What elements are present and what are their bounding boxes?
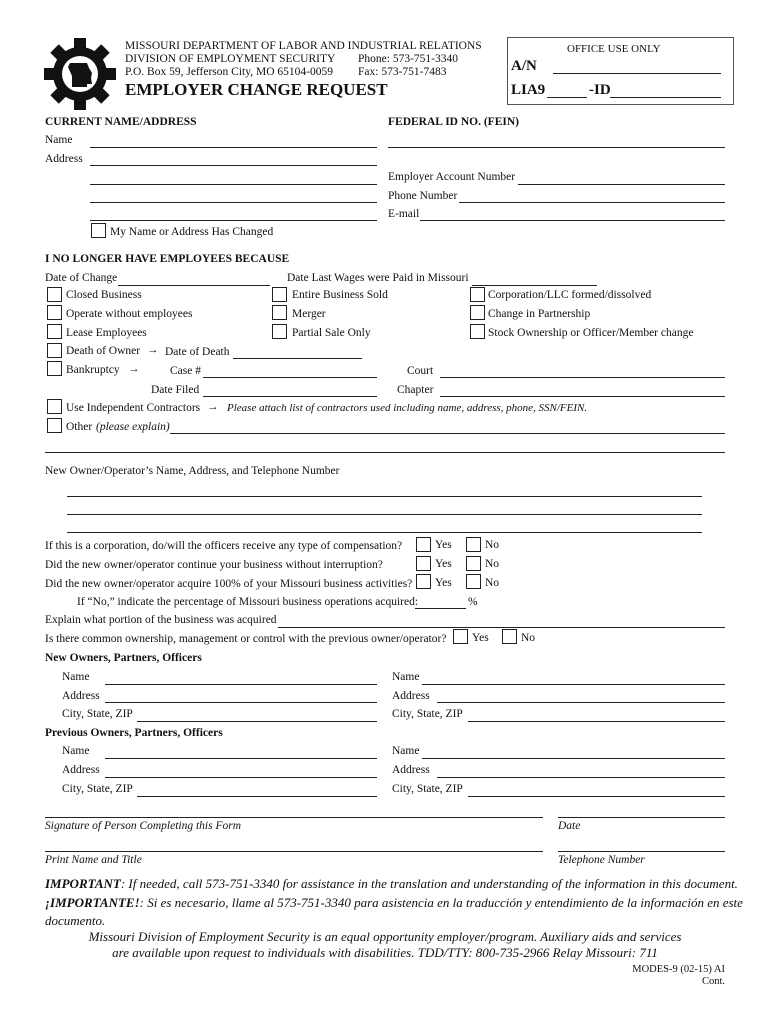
city-label: City, State, ZIP: [62, 708, 133, 720]
city-label: City, State, ZIP: [392, 708, 463, 720]
corporation-checkbox[interactable]: [470, 287, 485, 302]
new-owner-label: New Owner/Operator’s Name, Address, and Telephone Number: [45, 465, 340, 477]
date-wages-label: Date Last Wages were Paid in Missouri: [287, 272, 469, 284]
merger-checkbox[interactable]: [272, 305, 287, 320]
address-label: Address: [392, 764, 430, 776]
city-label: City, State, ZIP: [62, 783, 133, 795]
new-owner-name-2[interactable]: [422, 684, 725, 685]
date-change-label: Date of Change: [45, 272, 118, 284]
date-label: Date: [558, 820, 581, 832]
address-field-3[interactable]: [90, 202, 377, 203]
address-label: Address: [392, 690, 430, 702]
arrow-icon: →: [207, 401, 219, 413]
court-label: Court: [407, 365, 434, 377]
option-label: Merger: [292, 308, 326, 320]
important-note: [45, 876, 738, 892]
email-label: E-mail: [388, 208, 420, 220]
entire-business-sold-checkbox[interactable]: [272, 287, 287, 302]
bankruptcy-label: Bankruptcy: [66, 364, 120, 376]
fax-number: Fax: 573-751-7483: [358, 66, 447, 78]
name-changed-checkbox[interactable]: [91, 223, 106, 238]
name-changed-label: My Name or Address Has Changed: [110, 226, 274, 238]
prev-owner-address-1[interactable]: [105, 777, 377, 778]
address-label: Address: [62, 764, 100, 776]
chapter-label: Chapter: [397, 384, 434, 396]
prev-owner-address-2[interactable]: [437, 777, 725, 778]
important-es-label: ¡IMPORTANTE!: [45, 895, 140, 910]
option-label: Stock Ownership or Officer/Member change: [488, 327, 694, 339]
prev-owners-heading: Previous Owners, Partners, Officers: [45, 727, 223, 739]
question-compensation: If this is a corporation, do/will the officers receive any type of compensation?: [45, 540, 403, 552]
signature-label: Signature of Person Completing this Form: [45, 820, 242, 832]
continued-label: Cont.: [701, 976, 725, 987]
explain-field[interactable]: [278, 627, 725, 628]
compensation-no-checkbox[interactable]: [466, 537, 481, 552]
closed-business-checkbox[interactable]: [47, 287, 62, 302]
arrow-icon: →: [147, 344, 159, 356]
percent-sign: %: [468, 596, 478, 608]
an-label: A/N: [511, 58, 537, 74]
date-filed-label: Date Filed: [151, 384, 200, 396]
important-es-note: [45, 895, 743, 911]
new-owner-city-2[interactable]: [468, 721, 725, 722]
prev-owner-city-1[interactable]: [137, 796, 377, 797]
print-name-label: Print Name and Title: [45, 854, 142, 866]
division-name: DIVISION OF EMPLOYMENT SECURITY: [125, 53, 336, 65]
new-owner-field-3[interactable]: [67, 532, 702, 533]
account-label: Employer Account Number: [388, 171, 516, 183]
yes-label: Yes: [435, 539, 452, 551]
print-name-field[interactable]: [45, 851, 543, 852]
address-field-2[interactable]: [90, 184, 377, 185]
date-death-field[interactable]: [233, 358, 362, 359]
page-title: EMPLOYER CHANGE REQUEST: [125, 80, 388, 99]
date-field[interactable]: [558, 817, 725, 818]
other-note: (please explain): [96, 421, 170, 433]
current-heading: CURRENT NAME/ADDRESS: [45, 116, 197, 128]
signature-field[interactable]: [45, 817, 543, 818]
question-acquire: Did the new owner/operator acquire 100% of your Missouri business activities?: [45, 578, 413, 590]
change-partnership-checkbox[interactable]: [470, 305, 485, 320]
option-label: Closed Business: [66, 289, 142, 301]
prev-owner-name-2[interactable]: [422, 758, 725, 759]
new-owner-name-1[interactable]: [105, 684, 377, 685]
address-field-1[interactable]: [90, 165, 377, 166]
option-label: Partial Sale Only: [292, 327, 371, 339]
name-label: Name: [62, 745, 90, 757]
dept-name: MISSOURI DEPARTMENT OF LABOR AND INDUSTRIAL RELATIONS: [125, 40, 482, 52]
email-field[interactable]: [420, 220, 725, 221]
phone-field[interactable]: [459, 202, 725, 203]
percent-field[interactable]: [415, 608, 466, 609]
no-label: No: [485, 558, 500, 570]
explain-question: Explain what portion of the business was acquired: [45, 614, 277, 626]
eo-statement-2: are available upon request to individuals with disabilities. TDD/TTY: 800-735-2966 Relay Missouri: 711: [112, 945, 658, 960]
case-label: Case #: [170, 365, 201, 377]
operate-without-employees-checkbox[interactable]: [47, 305, 62, 320]
telephone-field[interactable]: [558, 851, 725, 852]
bankruptcy-checkbox[interactable]: [47, 361, 62, 376]
new-owner-address-2[interactable]: [437, 702, 725, 703]
form-number: MODES-9 (02-15) AI: [632, 964, 725, 975]
telephone-label: Telephone Number: [558, 854, 645, 866]
no-label: No: [485, 539, 500, 551]
partial-sale-checkbox[interactable]: [272, 324, 287, 339]
contractors-label: Use Independent Contractors: [66, 402, 201, 414]
other-checkbox[interactable]: [47, 418, 62, 433]
no-label: No: [485, 577, 500, 589]
death-owner-label: Death of Owner: [66, 345, 141, 357]
no-label: No: [521, 632, 536, 644]
date-change-field[interactable]: [118, 285, 270, 286]
name-field[interactable]: [90, 147, 377, 148]
eo-statement-1: Missouri Division of Employment Security is an equal opportunity employer/program. Auxiliary aids and services: [88, 929, 682, 944]
date-filed-field[interactable]: [203, 396, 377, 397]
case-field[interactable]: [203, 377, 377, 378]
court-field[interactable]: [440, 377, 725, 378]
no-employees-heading: I NO LONGER HAVE EMPLOYEES BECAUSE: [45, 253, 290, 265]
chapter-field[interactable]: [440, 396, 725, 397]
fein-field[interactable]: [388, 147, 725, 148]
new-owner-field-2[interactable]: [67, 514, 702, 515]
yes-label: Yes: [472, 632, 489, 644]
address-label: Address: [45, 153, 83, 165]
compensation-yes-checkbox[interactable]: [416, 537, 431, 552]
date-wages-field[interactable]: [472, 285, 597, 286]
lia-field[interactable]: [547, 97, 587, 98]
phone-number: Phone: 573-751-3340: [358, 53, 458, 65]
important-text: : If needed, call 573-751-3340 for assistance in the translation and understanding of the information in this document.: [120, 876, 738, 891]
option-label: Lease Employees: [66, 327, 147, 339]
interruption-yes-checkbox[interactable]: [416, 556, 431, 571]
common-ownership-question: Is there common ownership, management or control with the previous owner/operator?: [45, 633, 447, 645]
new-owner-field-1[interactable]: [67, 496, 702, 497]
new-owner-address-1[interactable]: [105, 702, 377, 703]
contractors-note: Please attach list of contractors used including name, address, phone, SSN/FEIN.: [227, 402, 588, 414]
important-es-text: : Si es necesario, llame al 573-751-3340 para asistencia en la traducción y entendimiento de la información en este: [139, 895, 743, 910]
option-label: Entire Business Sold: [292, 289, 388, 301]
other-label: Other: [66, 421, 93, 433]
acquire-no-checkbox[interactable]: [466, 574, 481, 589]
name-label: Name: [62, 671, 90, 683]
option-label: Corporation/LLC formed/dissolved: [488, 289, 652, 301]
other-field[interactable]: [170, 433, 725, 434]
address-label: Address: [62, 690, 100, 702]
common-no-checkbox[interactable]: [502, 629, 517, 644]
address-field-4[interactable]: [90, 220, 377, 221]
id-field[interactable]: [610, 97, 721, 98]
other-field-2[interactable]: [45, 452, 725, 453]
lia-label: LIA9: [511, 82, 546, 98]
interruption-no-checkbox[interactable]: [466, 556, 481, 571]
an-field[interactable]: [553, 73, 721, 74]
new-owner-city-1[interactable]: [137, 721, 377, 722]
stock-ownership-checkbox[interactable]: [470, 324, 485, 339]
mailing-address: P.O. Box 59, Jefferson City, MO 65104-0059: [125, 66, 333, 78]
common-yes-checkbox[interactable]: [453, 629, 468, 644]
date-death-label: Date of Death: [165, 346, 230, 358]
question-interruption: Did the new owner/operator continue your business without interruption?: [45, 559, 383, 571]
yes-label: Yes: [435, 577, 452, 589]
important-label: IMPORTANT: [45, 876, 121, 891]
phone-label: Phone Number: [388, 190, 458, 202]
acquire-yes-checkbox[interactable]: [416, 574, 431, 589]
option-label: Operate without employees: [66, 308, 193, 320]
name-label: Name: [392, 745, 420, 757]
prev-owner-name-1[interactable]: [105, 758, 377, 759]
option-label: Change in Partnership: [488, 308, 591, 320]
id-label: -ID: [589, 82, 611, 98]
lease-employees-checkbox[interactable]: [47, 324, 62, 339]
account-field[interactable]: [518, 184, 725, 185]
death-owner-checkbox[interactable]: [47, 343, 62, 358]
name-label: Name: [45, 134, 73, 146]
office-use-heading: OFFICE USE ONLY: [567, 43, 661, 55]
name-label: Name: [392, 671, 420, 683]
important-es-text-2: documento.: [45, 913, 106, 928]
yes-label: Yes: [435, 558, 452, 570]
arrow-icon: →: [128, 363, 140, 375]
new-owners-heading: New Owners, Partners, Officers: [45, 652, 202, 664]
fein-heading: FEDERAL ID NO. (FEIN): [388, 116, 519, 128]
prev-owner-city-2[interactable]: [468, 796, 725, 797]
missouri-gear-logo: [44, 38, 116, 110]
percent-question: If “No,” indicate the percentage of Missouri business operations acquired:: [77, 596, 419, 608]
contractors-checkbox[interactable]: [47, 399, 62, 414]
city-label: City, State, ZIP: [392, 783, 463, 795]
